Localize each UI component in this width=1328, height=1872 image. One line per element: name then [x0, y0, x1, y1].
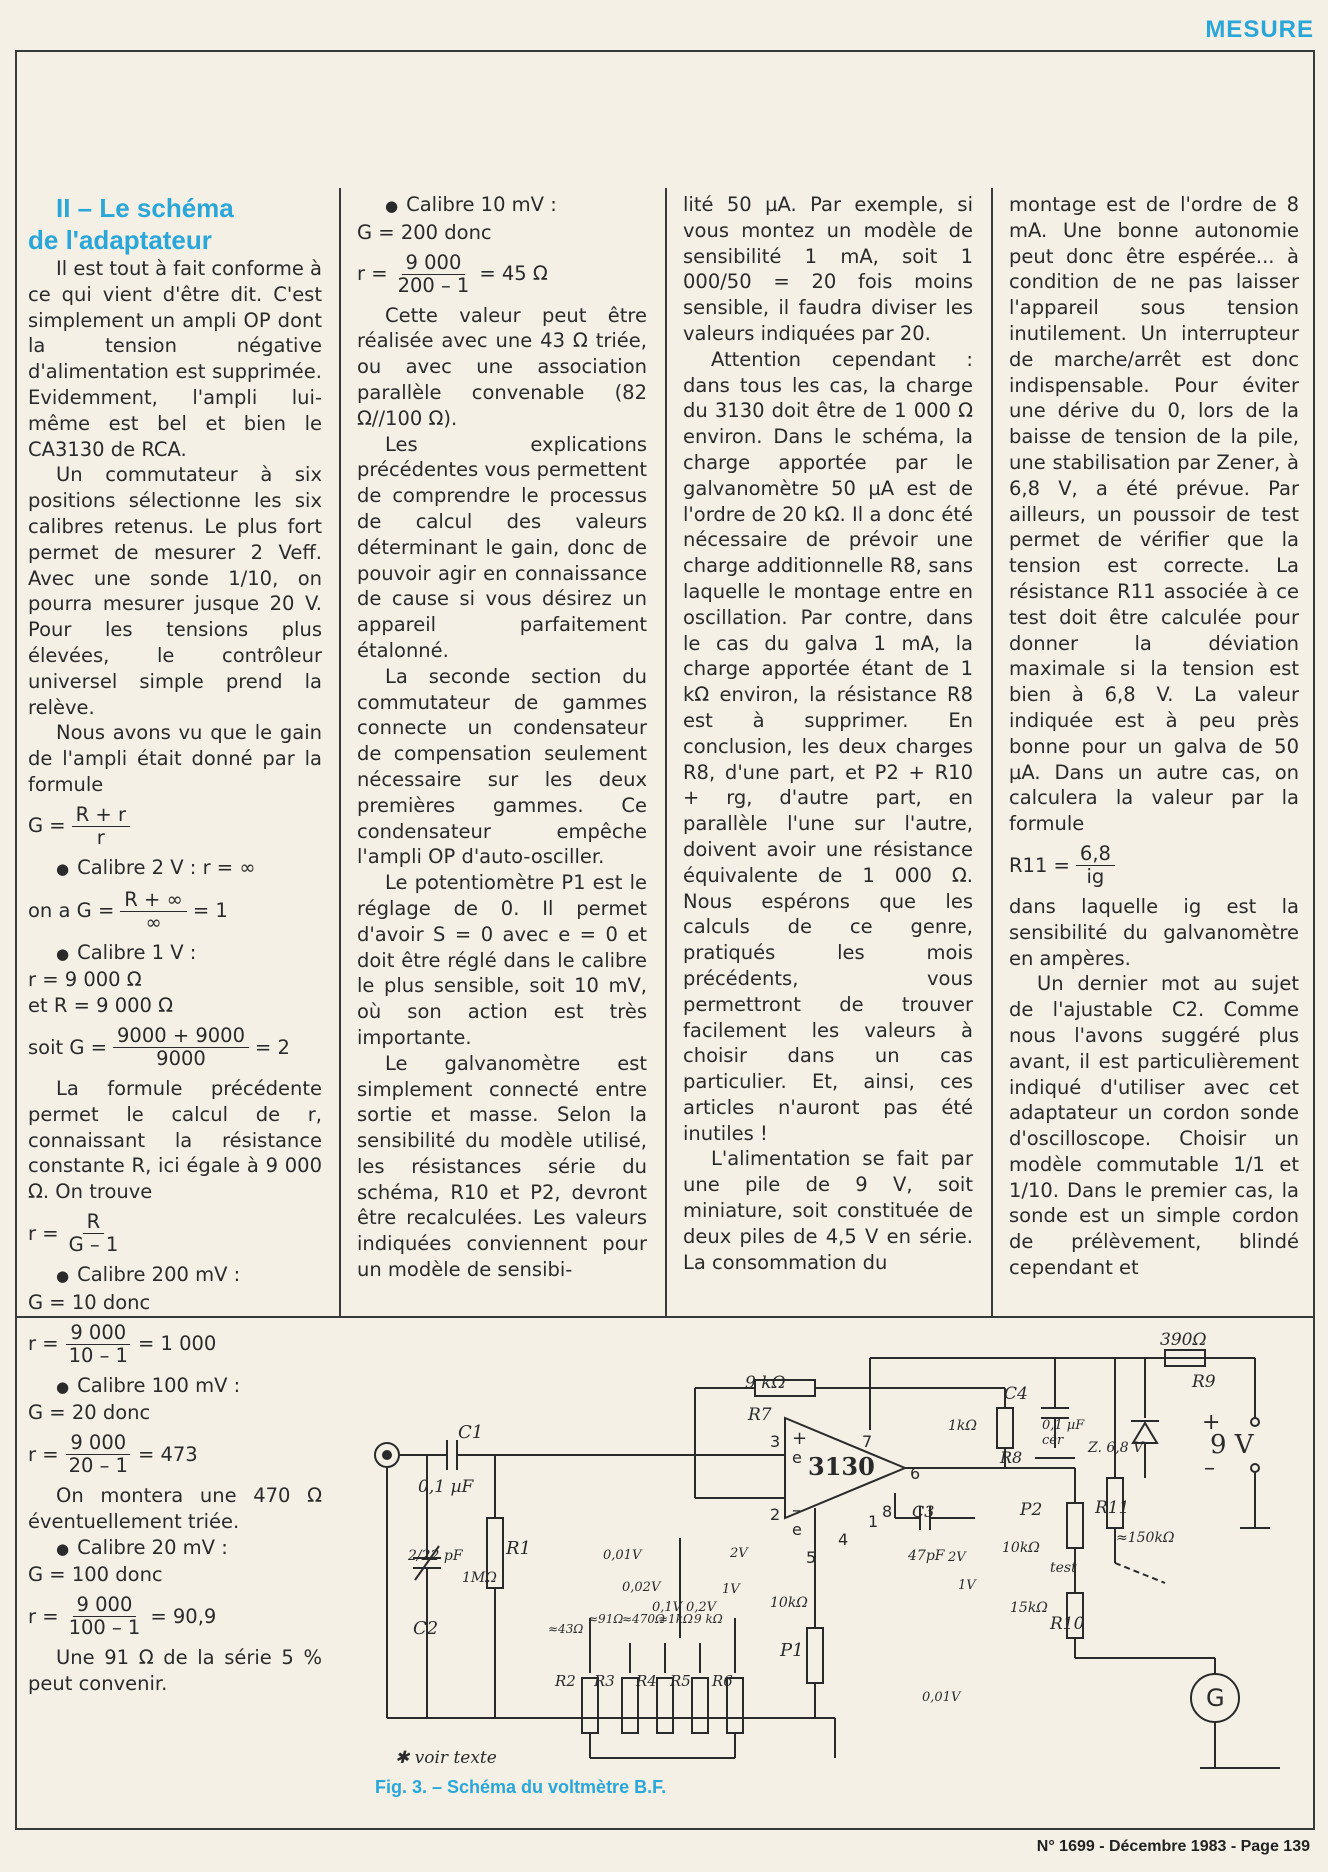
column-rule	[339, 188, 341, 1316]
paragraph: La formule précédente permet le calcul de r, connaissant la résistance constante R, ici égale à 9 000 Ω. On trouve	[28, 1076, 322, 1204]
schematic-diagram	[15, 1318, 1315, 1818]
column-2	[357, 192, 647, 1283]
paragraph: Un dernier mot au sujet de l'ajustable C2. Comme nous l'avons suggéré plus avant, il est particulièrement indiqué d'utiliser avec cet adaptateur un cordon sonde d'oscilloscope. Choisir un modèle commutable 1/1 et 1/10. Dans le premier cas, la sonde est un simple cordon de prélèvement, blindé cependant et	[1009, 972, 1299, 1280]
r10-label: R10	[1050, 1614, 1085, 1634]
c3-value: 47pF	[908, 1548, 945, 1564]
section-header: MESURE	[1205, 16, 1314, 43]
switch-pos: 2V	[948, 1550, 966, 1565]
r5-label: R5	[670, 1672, 691, 1690]
opamp-label: 3130	[808, 1452, 875, 1481]
galvanometer-icon	[1191, 1674, 1239, 1722]
switch-pos: 2V	[730, 1546, 748, 1561]
paragraph: montage est de l'ordre de 8 mA. Une bonne autonomie peut donc être espérée... à condition de ne pas laisser l'appareil sous tension inutilement. Un interrupteur de marche/arrêt est donc indispensable. Pour éviter une dérive du 0, lors de la baisse de tension de la pile, une stabilisation par Zener, à 6,8 V, a été prévue. Par ailleurs, un poussoir de test permet de vérifier que la tension est correcte. La résistance R11 associée à ce test doit être calculée pour donner la déviation maximale si la tension est bien à 6,8 V. La valeur indiquée est à peu près bonne pour un galva de 50 µA. Dans un autre cas, on calculera la valeur par la formule	[1009, 193, 1299, 836]
see-text-note: ✱ voir texte	[395, 1748, 497, 1768]
paragraph: On montera une 470 Ω éventuellement triée.	[28, 1484, 322, 1533]
text-line: G = 100 donc	[28, 1563, 163, 1587]
input-e: e	[792, 1448, 802, 1467]
formula: r = $\frac{9 000}{10 - 1}$ = 1 000	[28, 1320, 217, 1367]
pin-label: 4	[838, 1530, 849, 1549]
switch-pos: 0,1V	[652, 1600, 683, 1615]
column-rule	[991, 188, 993, 1316]
p2-value: 10kΩ	[1002, 1540, 1040, 1556]
r8-value: 1kΩ	[948, 1418, 977, 1434]
p2-label: P2	[1020, 1500, 1043, 1520]
r11-value: ≈150kΩ	[1116, 1530, 1175, 1546]
r2-value: ≈43Ω	[548, 1622, 584, 1636]
paragraph: Le potentiomètre P1 est le réglage de 0. Il permet d'avoir S = 0 avec e = 0 et doit être réglé dans le calibre le plus sensible, soit 10 mV, où son action est très importante.	[357, 871, 647, 1049]
text-line: G = 20 donc	[28, 1401, 151, 1425]
pin-label: 1	[868, 1512, 879, 1531]
figure-caption: Fig. 3. – Schéma du voltmètre B.F.	[375, 1777, 667, 1797]
pin-label: 5	[806, 1548, 817, 1567]
zener-label: Z. 6,8 V	[1088, 1440, 1144, 1456]
formula: r = $\frac{R}{G - 1}$	[28, 1209, 119, 1256]
battery-label: 9 V	[1210, 1430, 1254, 1460]
text-line: G = 10 donc	[28, 1290, 151, 1314]
paragraph: Les explications précédentes vous permettent de comprendre le processus de calcul des valeurs déterminant le gain, donc de pouvoir agir en connaissance de cause si vous désirez un appareil parfaitement étalonné.	[357, 432, 647, 662]
bullet: ● Calibre 100 mV :	[28, 1373, 322, 1401]
paragraph: La seconde section du commutateur de gammes connecte un condensateur de compensation seulement nécessaire sur les deux premières gammes. Ce condensateur empêche l'ampli OP d'auto-osciller.	[357, 664, 647, 869]
formula: r = $\frac{9 000}{200 - 1}$ = 45 Ω	[357, 250, 548, 297]
galva-label: G	[1206, 1684, 1225, 1712]
paragraph: Un commutateur à six positions sélectionne les six calibres retenus. Le plus fort permet de mesurer 2 Veff. Avec une sonde 1/10, on pourra mesurer jusque 20 V. Pour les tensions plus élevées, le contrôleur universel simple prend la relève.	[28, 463, 322, 719]
title-line-2: de l'adaptateur	[28, 225, 212, 255]
input-e: e	[792, 1520, 802, 1539]
column-3	[683, 192, 973, 1275]
column-rule	[665, 188, 667, 1316]
paragraph: Attention cependant : dans tous les cas, la charge du 3130 doit être de 1 000 Ω environ. Dans le schéma, la charge apportée par le galvanomètre 50 µA est de l'ordre de 20 kΩ. Il a donc été nécessaire de prévoir une charge additionnelle R8, sans laquelle le montage entre en oscillation. Par contre, dans le cas du galva 1 mA, la charge apportée étant de 1 kΩ environ, la résistance R8 est à supprimer. En conclusion, les deux charges R8, d'une part, et P2 + R10 + rg, d'autre part, en parallèle l'une sur l'autre, doivent avoir une résistance équivalente de 1 000 Ω. Nous espérons que les calculs de ce genre, pratiqués les mois précédents, vous permettront de trouver facilement les valeurs à choisir dans un cas particulier. Et, ainsi, ces articles n'auront pas été inutiles !	[683, 347, 973, 1145]
bullet: ● Calibre 1 V :	[28, 940, 322, 968]
p1-value: 10kΩ	[770, 1595, 808, 1611]
r3-label: R3	[594, 1672, 615, 1690]
c2-label: C2	[413, 1618, 439, 1639]
switch-pos: 0,01V	[922, 1690, 961, 1705]
c1-value: 0,1 µF	[418, 1477, 474, 1497]
c1-label: C1	[458, 1422, 484, 1443]
test-label: test	[1050, 1560, 1077, 1576]
pin-label: 6	[910, 1464, 921, 1483]
paragraph: Une 91 Ω de la série 5 % peut convenir.	[28, 1646, 322, 1696]
switch-pos: 0,02V	[622, 1580, 661, 1595]
r10-value: 15kΩ	[1010, 1600, 1048, 1616]
pin-label: 7	[862, 1432, 873, 1451]
pin-label: 8	[882, 1502, 893, 1521]
paragraph: Le galvanomètre est simplement connecté entre sortie et masse. Selon la sensibilité du modèle utilisé, les résistances série du schéma, R10 et P2, devront être recalculées. Les valeurs indiquées conviennent pour un modèle de sensibi-	[357, 1051, 647, 1282]
formula: r = $\frac{9 000}{100 - 1}$ = 90,9	[28, 1593, 217, 1640]
c4-value: 0,1 µF cér	[1042, 1418, 1085, 1448]
c2-value: 2/22 pF	[408, 1548, 463, 1564]
formula: on a G = $\frac{R + \infty}{\infty}$ = 1	[28, 887, 228, 934]
column-4	[1009, 192, 1299, 1281]
section-title	[28, 192, 322, 256]
paragraph: dans laquelle ig est la sensibilité du galvanomètre en ampères.	[1009, 894, 1299, 970]
noninv-sign: +	[792, 1428, 808, 1449]
bullet: ● Calibre 2 V : r = ∞	[28, 855, 322, 883]
pin-label: 3	[770, 1432, 781, 1451]
paragraph: lité 50 µA. Par exemple, si vous montez un modèle de sensibilité 1 mA, soit 1 000/50 = 20 fois moins sensible, il faudra diviser les valeurs indiquées par 20.	[683, 193, 973, 345]
battery-plus: +	[1202, 1410, 1221, 1435]
bullet: ● Calibre 10 mV :	[357, 192, 647, 220]
switch-pos: 1V	[958, 1578, 976, 1593]
text-line: G = 200 donc	[357, 220, 492, 244]
r3-value: ≈91Ω	[588, 1612, 624, 1626]
text-line: r = 9 000 Ω	[28, 968, 142, 992]
r11-label: R11	[1095, 1498, 1130, 1518]
r6-label: R6	[712, 1672, 733, 1690]
r7-value: 9 kΩ	[745, 1373, 786, 1393]
formula-r11: R11 = $\frac{6,8}{ig}$	[1009, 843, 1299, 888]
c3-label: C3	[912, 1502, 935, 1521]
text-line: et R = 9 000 Ω	[28, 994, 174, 1018]
r6-value: 9 kΩ	[694, 1612, 723, 1626]
switch-pos: 0,01V	[603, 1548, 642, 1563]
formula: soit G = $\frac{9000 + 9000}{9000}$ = 2	[28, 1023, 290, 1070]
paragraph: L'alimentation se fait par une pile de 9 V, soit miniature, soit constituée de deux piles de 4,5 V en série. La consommation du	[683, 1147, 973, 1274]
c4-label: C4	[1004, 1384, 1028, 1404]
bullet: ● Calibre 20 mV :	[28, 1535, 322, 1563]
switch-pos: 1V	[722, 1582, 740, 1597]
formula: r = $\frac{9 000}{20 - 1}$ = 473	[28, 1431, 198, 1478]
paragraph: Cette valeur peut être réalisée avec une 43 Ω triée, ou avec une association parallèle convenable (82 Ω//100 Ω).	[357, 303, 647, 430]
battery-minus: –	[1204, 1456, 1215, 1481]
paragraph: Il est tout à fait conforme à ce qui vient d'être dit. C'est simplement un ampli OP dont la tension négative d'alimentation est supprimée. Evidemment, l'ampli lui-même est bel et bien le CA3130 de RCA.	[28, 257, 322, 461]
r9-label: R9	[1192, 1372, 1216, 1392]
r5-value: ≈1kΩ	[658, 1612, 693, 1626]
r7-label: R7	[748, 1405, 772, 1425]
p1-label: P1	[780, 1640, 804, 1661]
r4-value: ≈470Ω	[622, 1612, 665, 1626]
title-line-1: II – Le schéma	[56, 193, 234, 223]
paragraph: Nous avons vu que le gain de l'ampli était donné par la formule	[28, 721, 322, 796]
r4-label: R4	[636, 1672, 657, 1690]
inv-sign: –	[792, 1500, 801, 1521]
switch-pos: 0,2V	[686, 1600, 717, 1615]
r9-value: 390Ω	[1160, 1330, 1207, 1350]
r1-value: 1MΩ	[462, 1570, 497, 1586]
r2-label: R2	[555, 1672, 576, 1690]
page-footer: N° 1699 - Décembre 1983 - Page 139	[1036, 1838, 1310, 1855]
r8-label: R8	[1000, 1448, 1023, 1467]
bullet: ● Calibre 200 mV :	[28, 1262, 322, 1290]
pin-label: 2	[770, 1505, 781, 1524]
formula-gain: G = $\frac{R + r}{r}$	[28, 804, 322, 849]
r1-label: R1	[506, 1538, 532, 1559]
